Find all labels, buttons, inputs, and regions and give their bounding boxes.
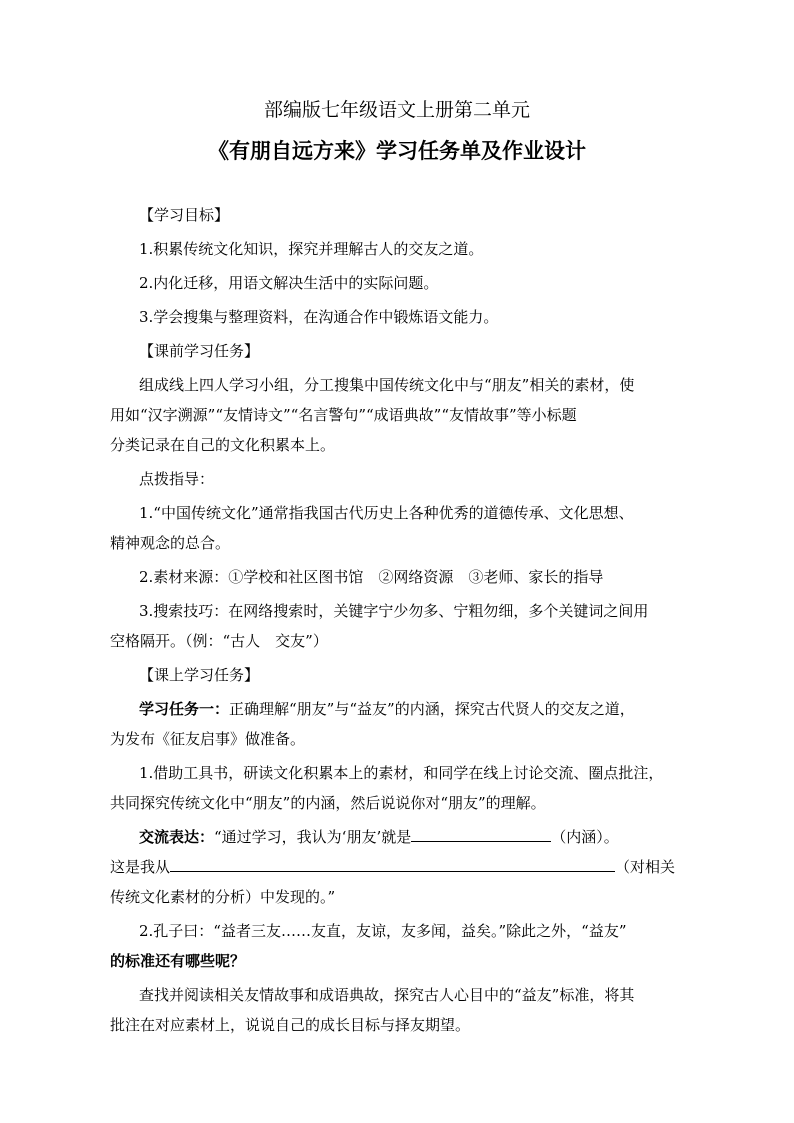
goals-heading: 【学习目标】 xyxy=(139,206,230,224)
tip-line: 1.“中国传统文化”通常指我国古代历史上各种优秀的道德传承、文化思想、 xyxy=(139,504,634,522)
pre-class-para-line: 分类记录在自己的文化积累本上。 xyxy=(110,436,336,454)
express-line: 传统文化素材的分析）中发现的。” xyxy=(110,888,336,906)
pre-class-para-line: 用如“汉字溯源”“友情诗文”“名言警句”“成语典故”“友情故事”等小标题 xyxy=(110,406,577,424)
tip-line: 精神观念的总合。 xyxy=(110,534,231,552)
task1-label: 学习任务一： xyxy=(139,700,230,718)
step2-para-line: 批注在对应素材上，说说自己的成长目标与择友期望。 xyxy=(110,1016,471,1034)
task1-line xyxy=(139,694,690,724)
in-class-heading: 【课上学习任务】 xyxy=(139,666,260,684)
step2-para-line: 查找并阅读相关友情故事和成语典故，探究古人心目中的“益友”标准，将其 xyxy=(139,986,635,1004)
goal-item: 1.积累传统文化知识，探究并理解古人的交友之道。 xyxy=(139,240,484,258)
express-text: “通过学习，我认为‘朋友’就是 xyxy=(214,828,412,846)
step1-line: 共同探究传统文化中“朋友”的内涵，然后说说你对“朋友”的理解。 xyxy=(110,794,546,812)
express-line xyxy=(139,822,690,852)
goal-item: 2.内化迁移，用语文解决生活中的实际问题。 xyxy=(139,274,439,292)
express-text: （对相关 xyxy=(615,858,676,876)
step1-line: 1.借助工具书，研读文化积累本上的素材，和同学在线上讨论交流、圈点批注， xyxy=(139,764,664,782)
express-text: 这是我从 xyxy=(110,858,171,876)
task1-text: 正确理解“朋友”与“益友”的内涵，探究古代贤人的交友之道， xyxy=(229,700,635,718)
tip-line: 2.素材来源：①学校和社区图书馆 ②网络资源 ③老师、家长的指导 xyxy=(139,568,604,586)
goal-item: 3.学会搜集与整理资料，在沟通合作中锻炼语文能力。 xyxy=(139,308,499,326)
pre-class-heading: 【课前学习任务】 xyxy=(139,342,260,360)
express-text: （内涵）。 xyxy=(551,828,619,846)
unit-title: 部编版七年级语文上册第二单元 xyxy=(263,99,530,121)
step2-line: 的标准还有哪些呢？ xyxy=(110,952,246,970)
tip-line: 3.搜索技巧：在网络搜索时，关键字宁少勿多、宁粗勿细，多个关键词之间用 xyxy=(139,602,649,620)
express-line xyxy=(110,852,690,882)
express-label: 交流表达： xyxy=(139,828,215,846)
tips-label: 点拨指导： xyxy=(139,470,215,488)
blank-meaning[interactable] xyxy=(411,823,551,842)
task1-line: 为发布《征友启事》做准备。 xyxy=(110,730,306,748)
blank-source[interactable] xyxy=(170,853,615,872)
step2-line: 2.孔子曰：“益者三友……友直，友谅，友多闻，益矣。”除此之外，“益友” xyxy=(139,922,627,940)
tip-line: 空格隔开。（例：“古人 交友”） xyxy=(110,632,328,650)
document-title: 《有朋自远方来》学习任务单及作业设计 xyxy=(208,138,586,163)
pre-class-para-line: 组成线上四人学习小组，分工搜集中国传统文化中与“朋友”相关的素材，使 xyxy=(139,376,635,394)
